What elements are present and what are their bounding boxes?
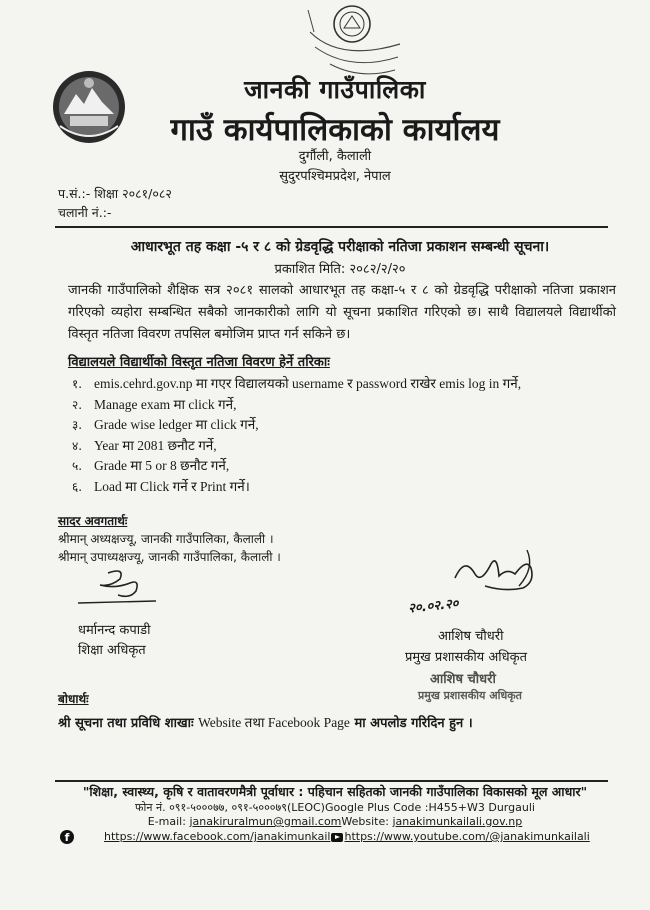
- instruction-step: १. emis.cehrd.gov.np मा गएर विद्यालयको username र password राखेर emis log in गर्ने,: [72, 376, 522, 391]
- footer-divider: [55, 780, 608, 782]
- instruction-step: ६. Load मा Click गर्ने र Print गर्ने।: [72, 478, 250, 494]
- office-name: गाउँ कार्यपालिकाको कार्यालय: [170, 112, 500, 148]
- facebook-icon: f: [60, 830, 74, 844]
- dispatch-number: चलानी नं.:-: [58, 205, 112, 220]
- instructions-heading: विद्यालयले विद्यार्थीको विस्तृत नतिजा विवरण हेर्ने तरिकाः: [68, 355, 330, 370]
- email-link[interactable]: janakiruralmun@gmail.com: [189, 815, 342, 828]
- instruction-steps: [72, 374, 612, 497]
- right-signatory-title: प्रमुख प्रशासकीय अधिकृत: [405, 650, 528, 665]
- cc-line: श्रीमान् अध्यक्षज्यू, जानकी गाउँपालिका, कैलाली ।: [58, 532, 274, 546]
- footer-phone: फोन नं. ०९१-५०००७७, ०९१-५०००७९(LEOC)Google Plus Code :H455+W3 Durgauli: [135, 801, 535, 814]
- info-heading: बोधार्थः: [58, 692, 89, 706]
- address-line-2: सुदुरपश्चिमप्रदेश, नेपाल: [279, 169, 391, 184]
- municipality-stamp: [300, 2, 410, 82]
- official-stamp-name: आशिष चौधरी: [430, 672, 496, 687]
- left-signature: [70, 565, 165, 610]
- instruction-step: ३. Grade wise ledger मा click गर्ने,: [72, 417, 259, 432]
- footer-slogan: "शिक्षा, स्वास्थ्य, कृषि र वातावरणमैत्री पूर्वाधार : पहिचान सहितको जानकी गाउँपालिका विकासको मूल आधार": [82, 784, 588, 799]
- notice-subject: आधारभूत तह कक्षा -५ र ८ को ग्रेडवृद्धि परीक्षाको नतिजा प्रकाशन सम्बन्धी सूचना।: [130, 239, 550, 255]
- footer-contact: E-mail: janakiruralmun@gmail.comWebsite: janakimunkailali.gov.np: [147, 815, 523, 828]
- official-stamp-title: प्रमुख प्रशासकीय अधिकृत: [418, 689, 522, 702]
- youtube-link[interactable]: https://www.youtube.com/@janakimunkailali: [344, 830, 590, 843]
- instruction-step: ४. Year मा 2081 छनौट गर्ने,: [72, 437, 217, 453]
- reference-number: प.सं.:- शिक्षा २०८१/०८२: [58, 186, 172, 201]
- notice-body: जानकी गाउँपालिको शैक्षिक सत्र २०८१ सालको आधारभूत तह कक्षा-५ र ८ को ग्रेडवृद्धि परीक्षाको नतिजा प्रकाशन गरिएको व्यहोरा सम्बन्धित सबैको जानकारीको लागि यो सूचना प्रकाशित गरिएको छ। साथै विद्यालयले विद्यार्थीको विस्तृत नतिजा विवरण तपसिल बमोजिम प्राप्त गर्न सकिने छ।: [68, 283, 616, 342]
- signature-date: २०.०२.२०: [407, 596, 460, 617]
- website-link[interactable]: janakimunkailali.gov.np: [392, 815, 523, 828]
- youtube-icon: [331, 833, 343, 842]
- published-date: प्रकाशित मिति: २०८२/२/२०: [274, 262, 406, 277]
- left-signatory-title: शिक्षा अधिकृत: [78, 643, 146, 658]
- cc-line: श्रीमान् उपाध्यक्षज्यू, जानकी गाउँपालिका, कैलाली ।: [58, 550, 281, 564]
- facebook-link[interactable]: https://www.facebook.com/janakimunkail: [104, 830, 331, 843]
- cc-heading: सादर अवगतार्थः: [58, 514, 128, 528]
- instruction-step: २. Manage exam मा click गर्ने,: [72, 396, 237, 412]
- instruction-step: ५. Grade मा 5 or 8 छनौट गर्ने,: [72, 458, 230, 473]
- right-signatory-name: आशिष चौधरी: [438, 629, 504, 644]
- address-line-1: दुर्गौली, कैलाली: [298, 149, 372, 164]
- footer-social: [60, 830, 590, 844]
- header-divider: [55, 226, 608, 228]
- left-signatory-name: धर्मानन्द कपाडी: [78, 623, 151, 638]
- info-line: श्री सूचना तथा प्रविधि शाखाः Website तथा Facebook Page मा अपलोड गरिदिन हुन ।: [58, 715, 473, 731]
- municipality-name: जानकी गाउँपालिका: [244, 75, 426, 104]
